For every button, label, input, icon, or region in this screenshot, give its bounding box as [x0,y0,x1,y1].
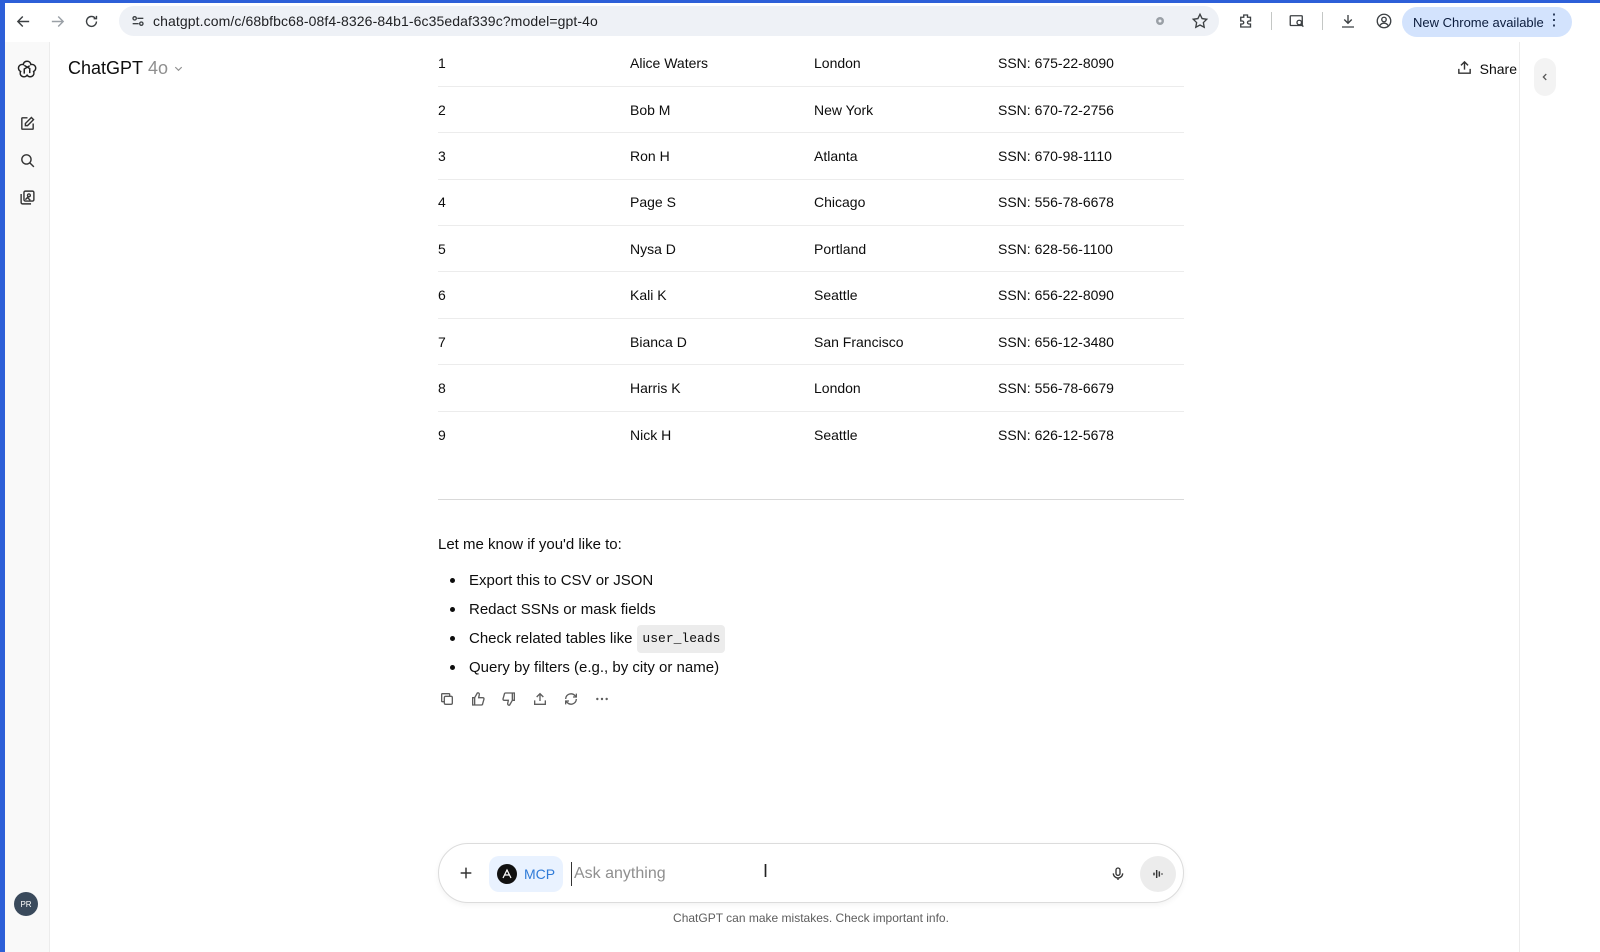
cell-id: 7 [438,333,446,350]
suggestion-list [450,566,725,682]
text-cursor-icon: I [763,861,769,881]
table-row [438,40,1184,86]
cell-ssn: SSN: 626-12-5678 [998,426,1114,443]
tab-search-icon[interactable] [1276,3,1318,39]
list-item [450,624,725,653]
lens-icon[interactable] [1149,10,1171,32]
table-row [438,226,1184,272]
more-icon[interactable] [593,689,611,709]
inline-code: user_leads [637,625,725,653]
more-vert-icon[interactable]: ⋮ [1546,12,1562,29]
chrome-update-label: New Chrome available [1413,14,1544,30]
cell-name: Alice Waters [630,54,709,71]
list-item-text: Redact SSNs or mask fields [469,600,656,618]
list-item-text: Check related tables like [469,629,633,647]
collapse-icon[interactable] [1534,58,1556,96]
browser-toolbar [5,3,1600,39]
cell-ssn: SSN: 670-72-2756 [998,101,1114,118]
message-actions [438,689,611,709]
cell-city: Seattle [814,426,858,443]
thumbs-up-icon[interactable] [469,689,487,709]
table-row [438,86,1184,132]
library-icon[interactable] [14,184,40,210]
table-row [438,272,1184,318]
cell-city: Atlanta [814,147,858,164]
prompt-input[interactable] [571,862,1091,886]
cell-city: London [814,54,861,71]
cell-name: Nick H [630,426,672,443]
table-row [438,365,1184,411]
back-arrow-icon[interactable] [6,6,40,36]
sidebar-rail [5,42,50,952]
mcp-logo-icon [497,864,517,884]
list-item [450,595,725,624]
list-item-text: Export this to CSV or JSON [469,571,654,589]
search-icon[interactable] [14,147,40,173]
cell-id: 9 [438,426,446,443]
list-item-text: Query by filters (e.g., by city or name) [469,658,720,676]
profile-icon[interactable] [1369,3,1399,39]
chevron-down-icon [173,58,184,79]
mcp-chip[interactable] [489,856,563,892]
cell-city: Portland [814,240,867,257]
forward-arrow-icon[interactable] [40,6,74,36]
cell-id: 2 [438,101,446,118]
cell-ssn: SSN: 675-22-8090 [998,54,1114,71]
share-button[interactable] [1456,59,1517,79]
site-settings-icon[interactable] [123,13,153,29]
cell-ssn: SSN: 656-12-3480 [998,333,1114,350]
cell-ssn: SSN: 628-56-1100 [998,240,1113,257]
model-version: 4o [148,58,169,78]
composer [438,843,1184,903]
disclaimer: ChatGPT can make mistakes. Check important info. [673,911,949,925]
cell-name: Nysa D [630,240,676,257]
voice-icon[interactable] [1140,856,1176,892]
plus-icon[interactable] [455,861,477,885]
cell-id: 8 [438,379,446,396]
avatar[interactable]: PR [14,892,38,916]
cell-name: Page S [630,194,676,211]
cell-id: 1 [438,54,446,71]
toolbar-divider [1271,12,1272,30]
cell-id: 5 [438,240,446,257]
table-row [438,318,1184,364]
cell-name: Kali K [630,287,667,304]
star-icon[interactable] [1189,10,1211,32]
cell-city: San Francisco [814,333,904,350]
reload-icon[interactable] [74,6,108,36]
cell-city: Seattle [814,287,858,304]
toolbar-divider [1322,12,1323,30]
cell-id: 6 [438,287,446,304]
copy-icon[interactable] [438,689,456,709]
share-label: Share [1479,61,1517,77]
new-chat-icon[interactable] [14,110,40,136]
extensions-icon[interactable] [1225,3,1267,39]
app-name: ChatGPT [68,58,144,78]
cell-name: Ron H [630,147,670,164]
table-row [438,179,1184,225]
cell-city: London [814,379,861,396]
divider [438,499,1184,500]
openai-logo-icon[interactable] [14,56,40,82]
model-picker[interactable] [68,58,184,79]
cell-ssn: SSN: 656-22-8090 [998,287,1114,304]
cell-city: Chicago [814,194,866,211]
cell-ssn: SSN: 556-78-6679 [998,379,1114,396]
cell-id: 3 [438,147,446,164]
download-icon[interactable] [1327,3,1369,39]
thumbs-down-icon[interactable] [500,689,518,709]
address-bar[interactable] [119,6,1219,36]
results-table [438,40,1184,458]
cell-name: Bianca D [630,333,687,350]
cell-ssn: SSN: 670-98-1110 [998,147,1112,164]
table-row [438,133,1184,179]
list-item [450,653,725,682]
chrome-update-button[interactable] [1402,7,1572,37]
table-row [438,411,1184,457]
list-item [450,566,725,595]
cell-ssn: SSN: 556-78-6678 [998,194,1114,211]
export-icon[interactable] [531,689,549,709]
cell-id: 4 [438,194,446,211]
share-icon [1456,59,1473,79]
cell-name: Bob M [630,101,671,118]
url-text[interactable]: chatgpt.com/c/68bfbc68-08f4-8326-84b1-6c35edaf339c?model=gpt-4o [153,13,598,29]
mic-icon[interactable] [1107,862,1129,886]
followup-text: Let me know if you'd like to: [438,536,622,553]
cell-city: New York [814,101,874,118]
right-panel [1519,42,1600,952]
regenerate-icon[interactable] [562,689,580,709]
mcp-label: MCP [524,866,556,882]
cell-name: Harris K [630,379,681,396]
